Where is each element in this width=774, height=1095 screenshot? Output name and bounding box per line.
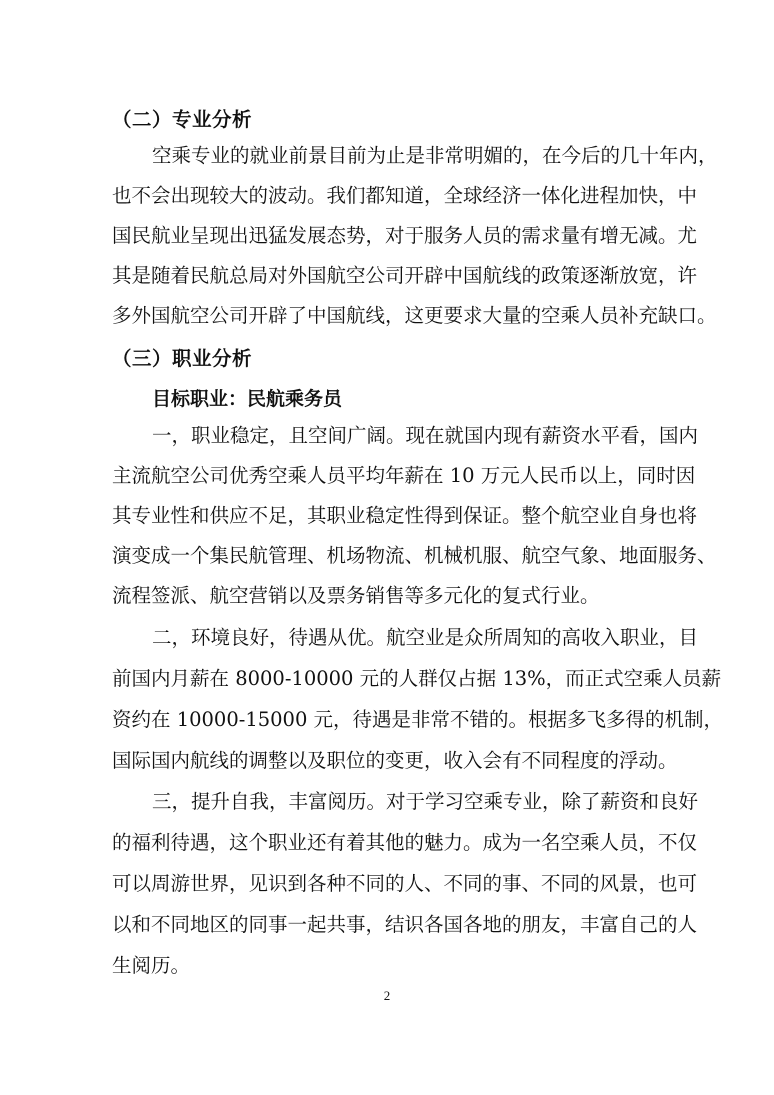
paragraph-line: 资约在 10000-15000 元，待遇是非常不错的。根据多飞多得的机制， — [112, 708, 724, 731]
paragraph-line: 其专业性和供应不足，其职业稳定性得到保证。整个航空业自身也将 — [112, 504, 698, 527]
paragraph-line: 其是随着民航总局对外国航空公司开辟中国航线的政策逐渐放宽，许 — [112, 264, 698, 287]
paragraph-line: 以和不同地区的同事一起共事，结识各国各地的朋友，丰富自己的人 — [112, 913, 698, 936]
page-number: 2 — [383, 988, 391, 1003]
paragraph-line: 二，环境良好，待遇从优。航空业是众所周知的高收入职业，目 — [152, 626, 699, 649]
paragraph-line: 的福利待遇，这个职业还有着其他的魅力。成为一名空乘人员，不仅 — [112, 831, 698, 854]
paragraph-line: 可以周游世界，见识到各种不同的人、不同的事、不同的风景，也可 — [112, 872, 698, 895]
paragraph-line: 生阅历。 — [112, 954, 191, 977]
paragraph-line: 演变成一个集民航管理、机场物流、机械机服、航空气象、地面服务、 — [112, 544, 717, 567]
paragraph-line: 国民航业呈现出迅猛发展态势，对于服务人员的需求量有增无减。尤 — [112, 224, 698, 247]
paragraph-line: 也不会出现较大的波动。我们都知道，全球经济一体化进程加快，中 — [112, 184, 698, 207]
paragraph-line: 空乘专业的就业前景目前为止是非常明媚的，在今后的几十年内， — [152, 144, 718, 167]
paragraph-line: 主流航空公司优秀空乘人员平均年薪在 10 万元人民币以上，同时因 — [112, 464, 696, 487]
target-career-label: 目标职业：民航乘务员 — [152, 388, 343, 410]
section-heading-professional-analysis: （二）专业分析 — [112, 108, 253, 131]
paragraph-line: 流程签派、航空营销以及票务销售等多元化的复式行业。 — [112, 584, 600, 607]
paragraph-line: 一，职业稳定，且空间广阔。现在就国内现有薪资水平看，国内 — [152, 424, 699, 447]
section-heading-career-analysis: （三）职业分析 — [112, 347, 253, 370]
paragraph-line: 多外国航空公司开辟了中国航线，这更要求大量的空乘人员补充缺口。 — [112, 304, 717, 327]
paragraph-line: 国际国内航线的调整以及职位的变更，收入会有不同程度的浮动。 — [112, 749, 678, 772]
paragraph-line: 前国内月薪在 8000-10000 元的人群仅占据 13%，而正式空乘人员薪 — [112, 667, 722, 690]
paragraph-line: 三，提升自我，丰富阅历。对于学习空乘专业，除了薪资和良好 — [152, 790, 699, 813]
